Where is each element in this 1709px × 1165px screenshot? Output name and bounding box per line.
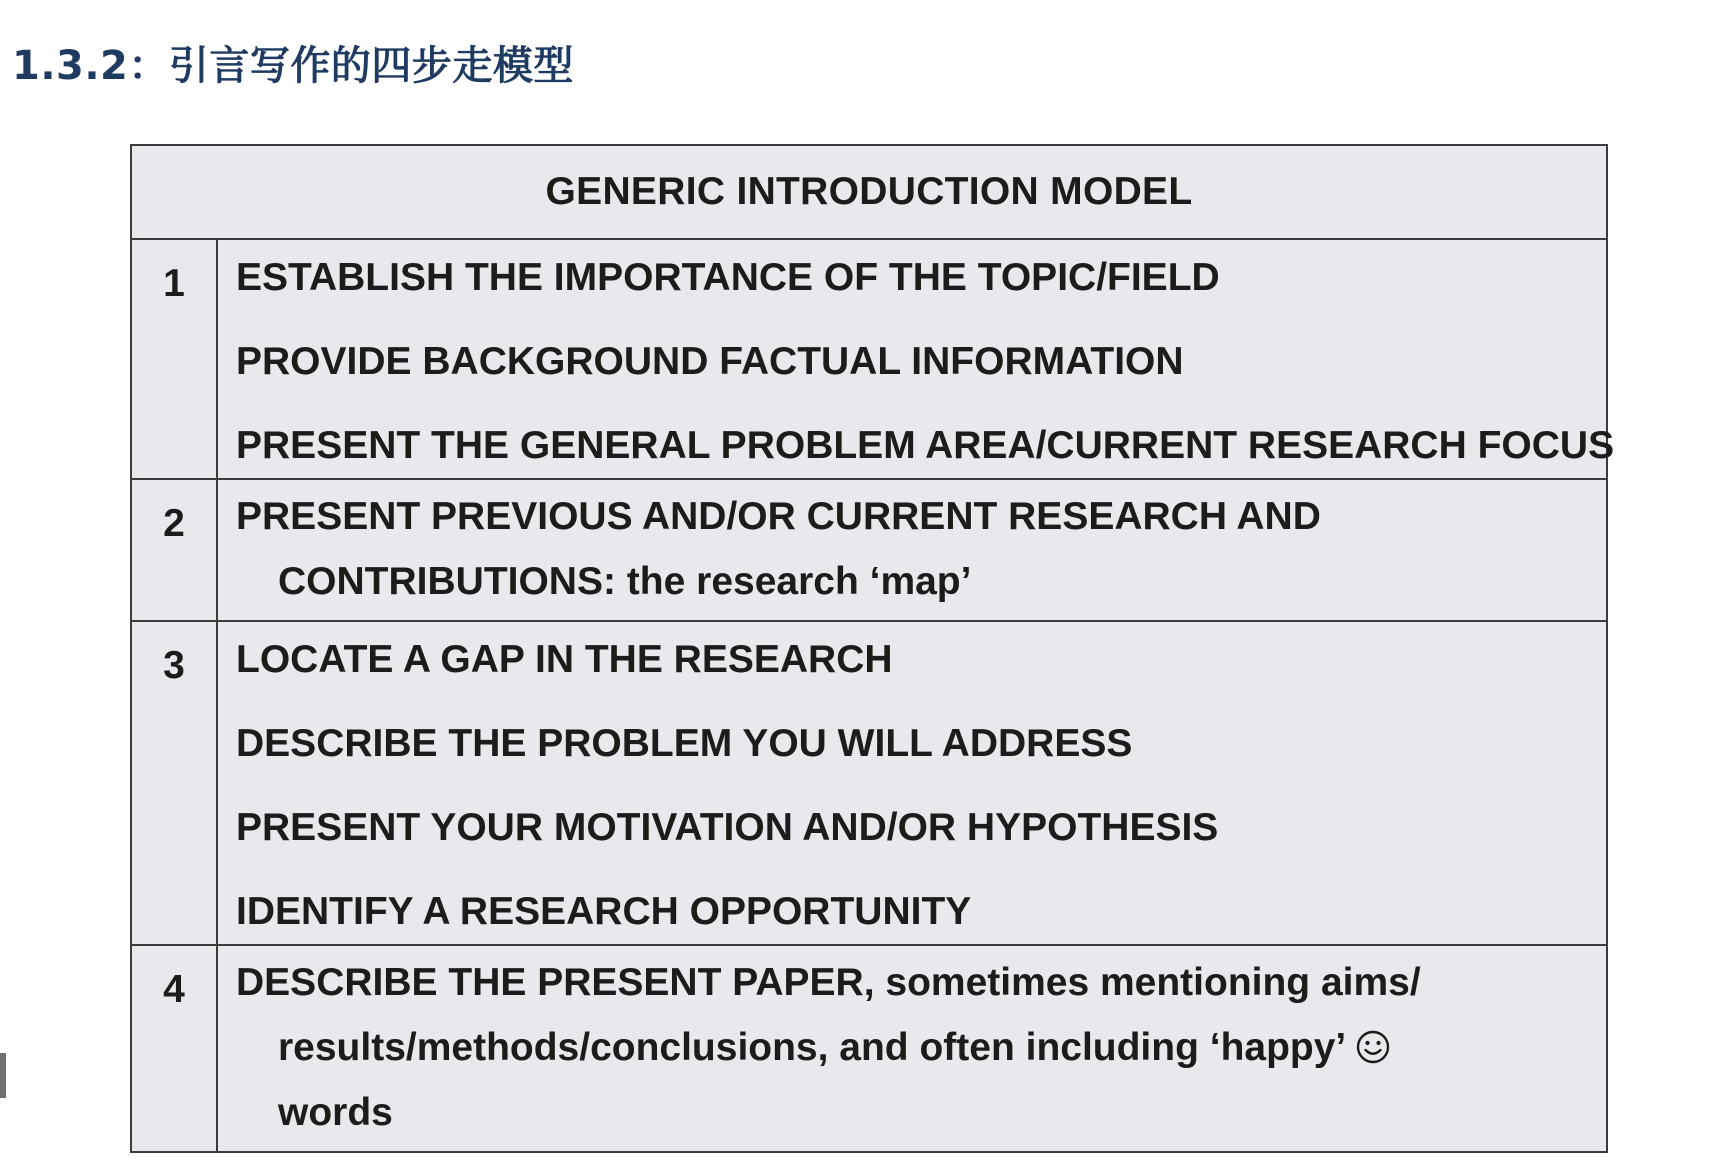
step-number: 4 — [131, 945, 217, 1152]
step-line: DESCRIBE THE PROBLEM YOU WILL ADDRESS — [236, 722, 1133, 765]
table-header-row — [131, 145, 1607, 239]
step-line-text: results/methods/conclusions, and often including ‘happy’ — [278, 1026, 1347, 1069]
step-line-part — [236, 1015, 1586, 1080]
step-line: PRESENT YOUR MOTIVATION AND/OR HYPOTHESIS — [236, 806, 1219, 849]
step-number: 2 — [131, 479, 217, 621]
step-number: 1 — [131, 239, 217, 479]
step-content — [217, 239, 1615, 479]
page-title: 1.3.2：引言写作的四步走模型 — [12, 43, 574, 89]
table-row-step-1 — [131, 239, 1607, 479]
step-content — [217, 945, 1607, 1152]
smiley-face-icon — [1356, 1030, 1390, 1064]
table-header: GENERIC INTRODUCTION MODEL — [131, 145, 1607, 239]
step-line: PRESENT THE GENERAL PROBLEM AREA/CURRENT RESEARCH FOCUS — [236, 424, 1615, 467]
step-line — [236, 950, 1586, 1145]
step-line: LOCATE A GAP IN THE RESEARCH — [236, 638, 893, 681]
introduction-model-table — [130, 144, 1615, 1153]
step-line — [236, 484, 1586, 614]
step-line-part: CONTRIBUTIONS: the research ‘map’ — [278, 560, 972, 603]
table-row-step-4 — [131, 945, 1607, 1152]
step-line-part: DESCRIBE THE PRESENT PAPER, sometimes mentioning aims/ — [236, 961, 1421, 1004]
table-row-step-2 — [131, 479, 1607, 621]
step-content — [217, 479, 1607, 621]
step-number: 3 — [131, 621, 217, 945]
step-line: PROVIDE BACKGROUND FACTUAL INFORMATION — [236, 340, 1184, 383]
step-line-part: PRESENT PREVIOUS AND/OR CURRENT RESEARCH AND — [236, 495, 1321, 538]
step-line: ESTABLISH THE IMPORTANCE OF THE TOPIC/FIELD — [236, 256, 1220, 299]
step-line: IDENTIFY A RESEARCH OPPORTUNITY — [236, 890, 972, 933]
step-content — [217, 621, 1607, 945]
table-row-step-3 — [131, 621, 1607, 945]
step-line-part: words — [278, 1091, 393, 1134]
side-marker — [0, 1053, 6, 1098]
